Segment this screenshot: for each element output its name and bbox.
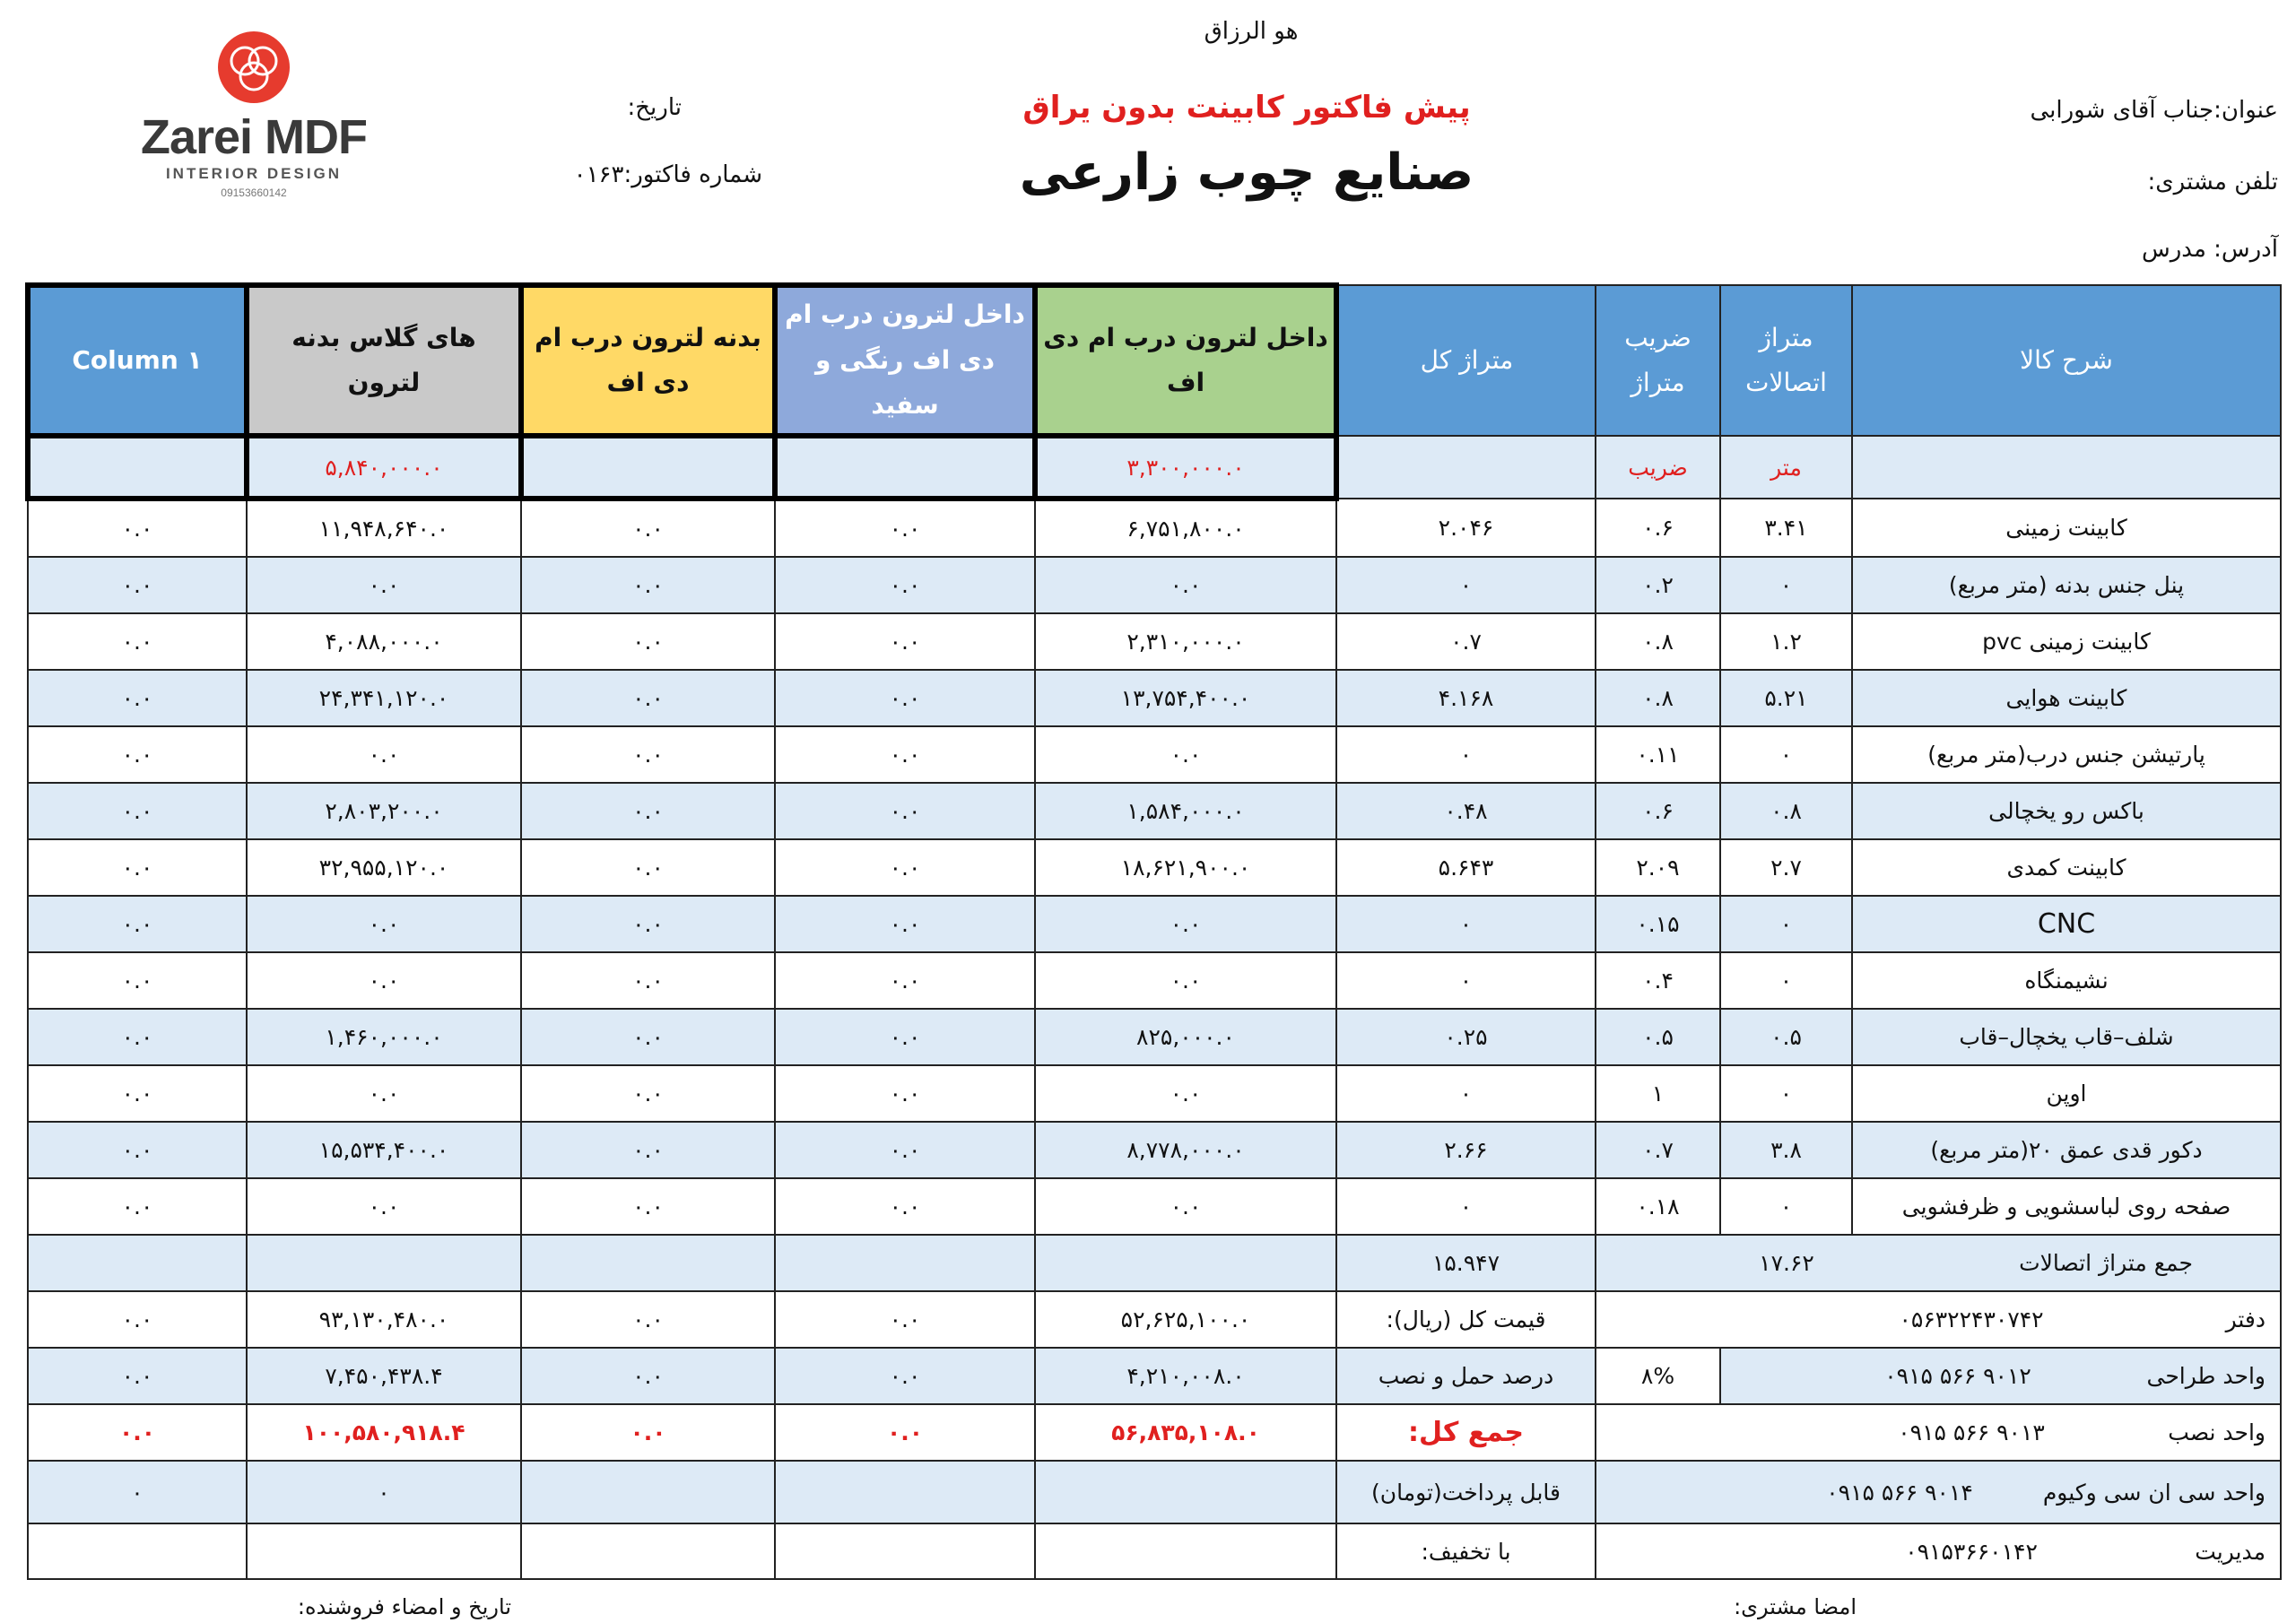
company-title: صنایع چوب زارعی (1019, 143, 1474, 202)
payable-yellow (521, 1461, 775, 1523)
col-header-total-meter: متراژ کل (1336, 285, 1596, 436)
cell-coef: ۲.۰۹ (1596, 839, 1720, 896)
cell-total-meter: ۰ (1336, 1178, 1596, 1235)
cell-purple: ۰.۰ (775, 726, 1035, 783)
shipping-percent: ۸% (1596, 1348, 1720, 1404)
sum-purple (775, 1235, 1035, 1291)
cell-yellow: ۰.۰ (521, 1122, 775, 1178)
company-logo (106, 18, 402, 224)
discount-purple (775, 1523, 1035, 1579)
cell-total-meter: ۰ (1336, 1065, 1596, 1122)
cell-desc: کابینت زمینی pvc (1852, 613, 2281, 670)
cell-col1: ۰.۰ (28, 1065, 247, 1122)
cell-purple: ۰.۰ (775, 499, 1035, 557)
cell-desc: پنل جنس بدنه (متر مربع) (1852, 557, 2281, 613)
cell-fit-meter: ۰.۸ (1720, 783, 1852, 839)
customer-phone: تلفن مشتری: (2147, 169, 2278, 195)
cell-coef: ۰.۱۱ (1596, 726, 1720, 783)
cell-grey: ۱۱,۹۴۸,۶۴۰.۰ (247, 499, 521, 557)
col-header-fit-meter: متراژ اتصالات (1720, 285, 1852, 436)
col-header-green: داخل لترون درب ام دی اف (1035, 285, 1336, 436)
contact-phone: ۰۹۱۵ ۵۶۶ ۹۰۱۴ (1826, 1479, 1973, 1506)
cell-green: ۱۳,۷۵۴,۴۰۰.۰ (1035, 670, 1336, 726)
cell-desc: کابینت زمینی (1852, 499, 2281, 557)
unit-total-meter (1336, 436, 1596, 499)
cell-fit-meter: ۳.۴۱ (1720, 499, 1852, 557)
cell-total-meter: ۵.۶۴۳ (1336, 839, 1596, 896)
shipping-col1: ۰.۰ (28, 1348, 247, 1404)
cell-col1: ۰.۰ (28, 499, 247, 557)
cell-col1: ۰.۰ (28, 670, 247, 726)
invoice-title: پیش فاکتور کابینت بدون یراق (1022, 90, 1471, 126)
cell-desc: کابینت کمدی (1852, 839, 2281, 896)
cell-fit-meter: ۰.۵ (1720, 1009, 1852, 1065)
grand-total-label: جمع کل: (1336, 1404, 1596, 1461)
logo-flower-icon (213, 27, 294, 108)
cell-purple: ۰.۰ (775, 839, 1035, 896)
contact-label: واحد نصب (2168, 1419, 2266, 1445)
unit-grey: ۵,۸۴۰,۰۰۰.۰ (247, 436, 521, 499)
contact-label: مدیریت (2195, 1538, 2266, 1565)
contact-office (1596, 1291, 2281, 1348)
cell-col1: ۰.۰ (28, 1009, 247, 1065)
cell-col1: ۰.۰ (28, 839, 247, 896)
table-row (28, 499, 2281, 557)
cell-total-meter: ۰.۲۵ (1336, 1009, 1596, 1065)
col-header-col1: Column ۱ (28, 285, 247, 436)
table-row (28, 726, 2281, 783)
cell-coef: ۱ (1596, 1065, 1720, 1122)
cell-fit-meter: ۰ (1720, 726, 1852, 783)
contact-label: واحد سی ان سی وکیوم (2042, 1479, 2266, 1506)
sum-yellow (521, 1235, 775, 1291)
cell-yellow: ۰.۰ (521, 670, 775, 726)
cell-col1: ۰.۰ (28, 896, 247, 952)
cell-purple: ۰.۰ (775, 1122, 1035, 1178)
logo-subtitle: INTERIOR DESIGN (165, 165, 343, 182)
col-header-coef: ضریب متراژ (1596, 285, 1720, 436)
invocation-text: هو الرزاق (1204, 18, 1299, 45)
payable-grey: ۰ (247, 1461, 521, 1523)
table-row (28, 613, 2281, 670)
cell-total-meter: ۲.۰۴۶ (1336, 499, 1596, 557)
cell-col1: ۰.۰ (28, 557, 247, 613)
cell-purple: ۰.۰ (775, 1065, 1035, 1122)
table-row (28, 896, 2281, 952)
cell-total-meter: ۲.۶۶ (1336, 1122, 1596, 1178)
cell-green: ۰.۰ (1035, 557, 1336, 613)
cell-col1: ۰.۰ (28, 783, 247, 839)
sum-fit-row (28, 1235, 2281, 1291)
unit-purple (775, 436, 1035, 499)
cell-desc: CNC (1852, 896, 2281, 952)
cell-yellow: ۰.۰ (521, 613, 775, 670)
contact-design (1720, 1348, 2281, 1404)
table-row (28, 670, 2281, 726)
cell-yellow: ۰.۰ (521, 896, 775, 952)
discount-label: با تخفیف: (1336, 1523, 1596, 1579)
cell-fit-meter: ۳.۸ (1720, 1122, 1852, 1178)
col-header-purple: داخل لترون درب ام دی اف رنگی و سفید (775, 285, 1035, 436)
unit-desc (1852, 436, 2281, 499)
cell-total-meter: ۰.۷ (1336, 613, 1596, 670)
cell-purple: ۰.۰ (775, 952, 1035, 1009)
grand-yellow: ۰.۰ (521, 1404, 775, 1461)
col-header-grey: های گلاس بدنه لترون (247, 285, 521, 436)
shipping-purple: ۰.۰ (775, 1348, 1035, 1404)
payable-col1: ۰ (28, 1461, 247, 1523)
invoice-number: شماره فاکتور:۰۱۶۳ (573, 161, 762, 188)
cell-grey: ۰.۰ (247, 952, 521, 1009)
unit-yellow (521, 436, 775, 499)
summary-row-shipping (28, 1348, 2281, 1404)
seller-signature-label: تاریخ و امضاء فروشنده: (297, 1594, 511, 1619)
cell-purple: ۰.۰ (775, 670, 1035, 726)
cell-green: ۸,۷۷۸,۰۰۰.۰ (1035, 1122, 1336, 1178)
cell-desc: صفحه روی لباسشویی و ظرفشویی (1852, 1178, 2281, 1235)
contact-install (1596, 1404, 2281, 1461)
cell-col1: ۰.۰ (28, 613, 247, 670)
cell-coef: ۰.۶ (1596, 783, 1720, 839)
cell-total-meter: ۰ (1336, 952, 1596, 1009)
cell-coef: ۰.۵ (1596, 1009, 1720, 1065)
cell-fit-meter: ۰ (1720, 952, 1852, 1009)
cell-col1: ۰.۰ (28, 952, 247, 1009)
cell-desc: شلف–قاب یخچال–قاب (1852, 1009, 2281, 1065)
payable-label: قابل پرداخت(تومان) (1336, 1461, 1596, 1523)
unit-price-row (28, 436, 2281, 499)
sum-fit-value: ۱۷.۶۲ (1759, 1250, 1814, 1276)
cell-grey: ۰.۰ (247, 1178, 521, 1235)
total-col1: ۰.۰ (28, 1291, 247, 1348)
cell-yellow: ۰.۰ (521, 726, 775, 783)
cell-fit-meter: ۱.۲ (1720, 613, 1852, 670)
cell-yellow: ۰.۰ (521, 557, 775, 613)
discount-grey (247, 1523, 521, 1579)
sum-fit-label-cell (1596, 1235, 2281, 1291)
customer-signature-label: امضا مشتری: (1734, 1594, 1857, 1619)
logo-name: Zarei MDF (140, 110, 368, 164)
contact-phone: ۰۹۱۵۳۶۶۰۱۴۲ (1905, 1538, 2038, 1565)
shipping-label: درصد حمل و نصب (1336, 1348, 1596, 1404)
cell-desc: نشیمنگاه (1852, 952, 2281, 1009)
cell-coef: ۰.۶ (1596, 499, 1720, 557)
cell-desc: کابینت هوایی (1852, 670, 2281, 726)
cell-green: ۸۲۵,۰۰۰.۰ (1035, 1009, 1336, 1065)
shipping-grey: ۷,۴۵۰,۴۳۸.۴ (247, 1348, 521, 1404)
cell-grey: ۱,۴۶۰,۰۰۰.۰ (247, 1009, 521, 1065)
cell-fit-meter: ۲.۷ (1720, 839, 1852, 896)
logo-phone: 09153660142 (221, 187, 287, 199)
unit-green: ۳,۳۰۰,۰۰۰.۰ (1035, 436, 1336, 499)
table-row (28, 783, 2281, 839)
cell-total-meter: ۰ (1336, 896, 1596, 952)
cell-yellow: ۰.۰ (521, 1065, 775, 1122)
shipping-green: ۴,۲۱۰,۰۰۸.۰ (1035, 1348, 1336, 1404)
col-header-desc: شرح کالا (1852, 285, 2281, 436)
cell-fit-meter: ۰ (1720, 1178, 1852, 1235)
cell-fit-meter: ۰ (1720, 1065, 1852, 1122)
cell-col1: ۰.۰ (28, 1178, 247, 1235)
cell-desc: اوپن (1852, 1065, 2281, 1122)
contact-phone: ۰۵۶۳۲۲۴۳۰۷۴۲ (1899, 1306, 2044, 1332)
grand-purple: ۰.۰ (775, 1404, 1035, 1461)
cell-grey: ۴,۰۸۸,۰۰۰.۰ (247, 613, 521, 670)
cell-col1: ۰.۰ (28, 726, 247, 783)
grand-col1: ۰.۰ (28, 1404, 247, 1461)
customer-title: عنوان:جناب آقای شورابی (2030, 97, 2278, 124)
total-green: ۵۲,۶۲۵,۱۰۰.۰ (1035, 1291, 1336, 1348)
cell-total-meter: ۴.۱۶۸ (1336, 670, 1596, 726)
cell-coef: ۰.۷ (1596, 1122, 1720, 1178)
table-row (28, 1122, 2281, 1178)
summary-row-payable (28, 1461, 2281, 1523)
unit-col1 (28, 436, 247, 499)
total-price-label: قیمت کل (ریال): (1336, 1291, 1596, 1348)
total-purple: ۰.۰ (775, 1291, 1035, 1348)
cell-green: ۱,۵۸۴,۰۰۰.۰ (1035, 783, 1336, 839)
cell-grey: ۰.۰ (247, 557, 521, 613)
sum-total-meter: ۱۵.۹۴۷ (1336, 1235, 1596, 1291)
col-header-yellow: بدنه لترون درب ام دی اف (521, 285, 775, 436)
cell-yellow: ۰.۰ (521, 1009, 775, 1065)
cell-yellow: ۰.۰ (521, 839, 775, 896)
sum-grey (247, 1235, 521, 1291)
cell-grey: ۳۲,۹۵۵,۱۲۰.۰ (247, 839, 521, 896)
cell-green: ۰.۰ (1035, 896, 1336, 952)
cell-green: ۶,۷۵۱,۸۰۰.۰ (1035, 499, 1336, 557)
cell-green: ۲,۳۱۰,۰۰۰.۰ (1035, 613, 1336, 670)
header-row (28, 285, 2281, 436)
cell-total-meter: ۰.۴۸ (1336, 783, 1596, 839)
cell-grey: ۱۵,۵۳۴,۴۰۰.۰ (247, 1122, 521, 1178)
cell-grey: ۲,۸۰۳,۲۰۰.۰ (247, 783, 521, 839)
table-row (28, 557, 2281, 613)
cell-desc: دکور قدی عمق ۲۰(متر مربع) (1852, 1122, 2281, 1178)
cell-total-meter: ۰ (1336, 726, 1596, 783)
cell-total-meter: ۰ (1336, 557, 1596, 613)
cell-fit-meter: ۰ (1720, 896, 1852, 952)
cell-green: ۰.۰ (1035, 952, 1336, 1009)
sum-col1 (28, 1235, 247, 1291)
cell-col1: ۰.۰ (28, 1122, 247, 1178)
cell-yellow: ۰.۰ (521, 952, 775, 1009)
contact-cnc (1596, 1461, 2281, 1523)
discount-green (1035, 1523, 1336, 1579)
summary-row-grand-total (28, 1404, 2281, 1461)
discount-yellow (521, 1523, 775, 1579)
cell-green: ۰.۰ (1035, 1065, 1336, 1122)
cell-coef: ۰.۱۸ (1596, 1178, 1720, 1235)
total-grey: ۹۳,۱۳۰,۴۸۰.۰ (247, 1291, 521, 1348)
table-row (28, 1009, 2281, 1065)
cell-purple: ۰.۰ (775, 896, 1035, 952)
cell-yellow: ۰.۰ (521, 783, 775, 839)
cell-purple: ۰.۰ (775, 557, 1035, 613)
contact-label: دفتر (2225, 1306, 2266, 1332)
shipping-yellow: ۰.۰ (521, 1348, 775, 1404)
cell-fit-meter: ۰ (1720, 557, 1852, 613)
sum-fit-label: جمع متراژ اتصالات (2019, 1250, 2193, 1276)
cell-desc: باکس رو یخچالی (1852, 783, 2281, 839)
cell-grey: ۲۴,۳۴۱,۱۲۰.۰ (247, 670, 521, 726)
grand-grey: ۱۰۰,۵۸۰,۹۱۸.۴ (247, 1404, 521, 1461)
table-row (28, 1178, 2281, 1235)
cell-green: ۱۸,۶۲۱,۹۰۰.۰ (1035, 839, 1336, 896)
cell-purple: ۰.۰ (775, 613, 1035, 670)
sum-green (1035, 1235, 1336, 1291)
payable-purple (775, 1461, 1035, 1523)
cell-desc: پارتیشن جنس درب(متر مربع) (1852, 726, 2281, 783)
cell-coef: ۰.۸ (1596, 670, 1720, 726)
customer-address: آدرس: مدرس (2142, 236, 2278, 263)
cell-coef: ۰.۸ (1596, 613, 1720, 670)
summary-row-total-price (28, 1291, 2281, 1348)
cell-purple: ۰.۰ (775, 783, 1035, 839)
contact-label: واحد طراحی (2146, 1363, 2266, 1389)
grand-green: ۵۶,۸۳۵,۱۰۸.۰ (1035, 1404, 1336, 1461)
total-yellow: ۰.۰ (521, 1291, 775, 1348)
contact-phone: ۰۹۱۵ ۵۶۶ ۹۰۱۳ (1898, 1419, 2045, 1445)
cell-grey: ۰.۰ (247, 726, 521, 783)
cell-green: ۰.۰ (1035, 1178, 1336, 1235)
cell-yellow: ۰.۰ (521, 1178, 775, 1235)
cell-yellow: ۰.۰ (521, 499, 775, 557)
contact-management (1596, 1523, 2281, 1579)
unit-fit-meter: متر (1720, 436, 1852, 499)
cell-purple: ۰.۰ (775, 1178, 1035, 1235)
cell-purple: ۰.۰ (775, 1009, 1035, 1065)
cell-coef: ۰.۱۵ (1596, 896, 1720, 952)
cell-grey: ۰.۰ (247, 1065, 521, 1122)
discount-col1 (28, 1523, 247, 1579)
cell-coef: ۰.۲ (1596, 557, 1720, 613)
invoice-table (25, 282, 2282, 1580)
payable-green (1035, 1461, 1336, 1523)
table-row (28, 1065, 2281, 1122)
table-row (28, 952, 2281, 1009)
cell-green: ۰.۰ (1035, 726, 1336, 783)
unit-coef: ضریب (1596, 436, 1720, 499)
contact-phone: ۰۹۱۵ ۵۶۶ ۹۰۱۲ (1884, 1363, 2031, 1389)
summary-row-discount (28, 1523, 2281, 1579)
cell-grey: ۰.۰ (247, 896, 521, 952)
cell-fit-meter: ۵.۲۱ (1720, 670, 1852, 726)
date-label: تاریخ: (627, 94, 682, 121)
table-row (28, 839, 2281, 896)
cell-coef: ۰.۴ (1596, 952, 1720, 1009)
